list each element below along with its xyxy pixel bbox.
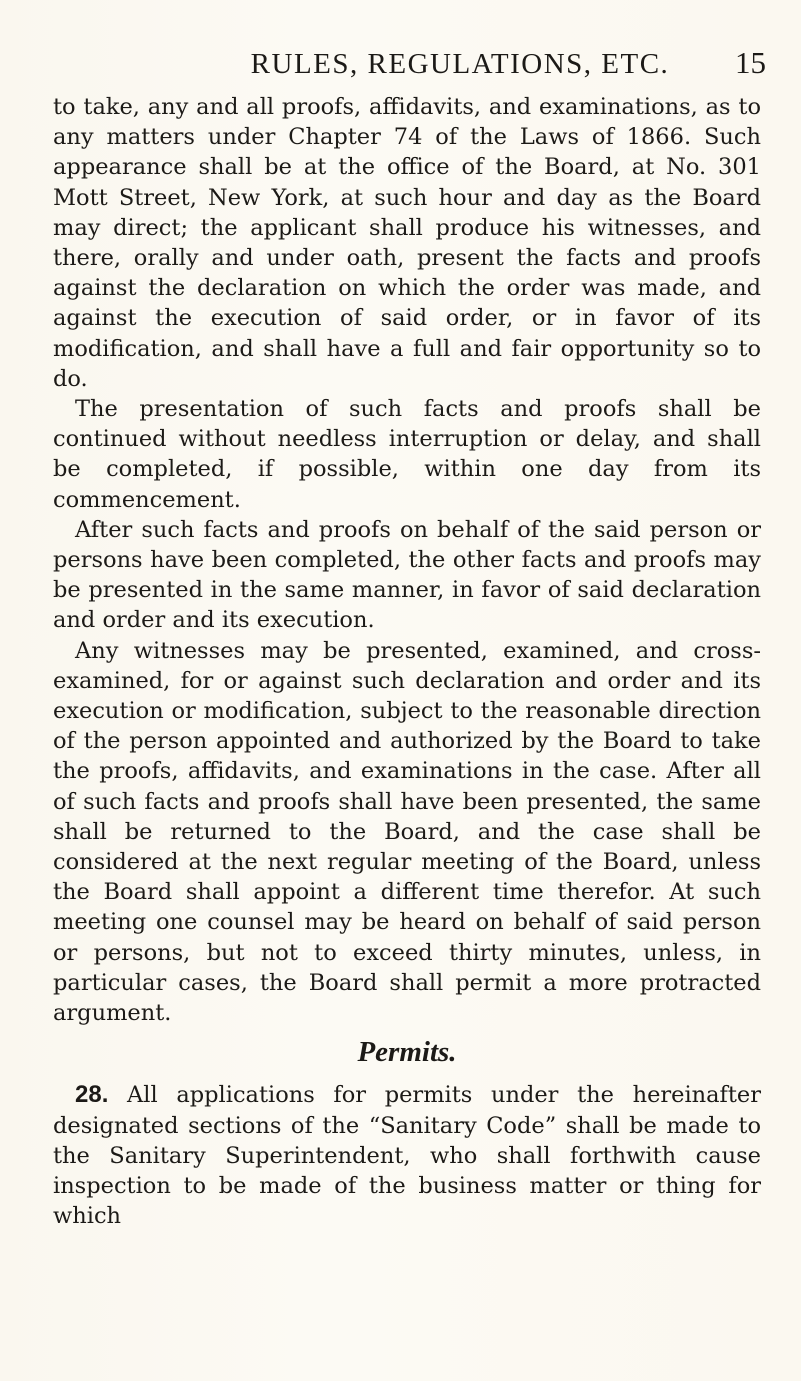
paragraph-continuation: to take, any and all proofs, affidavits, and examinations, as to any matters under Chapter 74 of the Laws of 1866. Such appearance shall be at the office of the Board, at No. 301 Mott Street, New York, at such hour and day as the Board may direct; the applicant shall produce his witnesses, and there, orally and under oath, present the facts and proofs against the declaration on which the order was made, and against the execution of said order, or in favor of its modification, and shall have a full and fair opportunity so to do. <box>53 94 761 392</box>
section-heading: Permits. <box>357 1036 457 1069</box>
section-text: All applications for permits under the hereinafter designated sections of the “Sanitary Code” shall be made to the Sanitary Superintendent, who shall forthwith cause inspection to be made of the business matter or thing for which <box>53 1082 761 1230</box>
page-number: 15 <box>735 45 766 80</box>
section-number: 28. <box>75 1081 109 1109</box>
paragraph: Any witnesses may be presented, examined, and cross-examined, for or against such declaration and order and its execution or modification, subject to the reasonable direction of the person appointed and authorized by the Board to take the proofs, affidavits, and examinations in the case. After all of such facts and proofs shall have been presented, the same shall be returned to the Board, and the case shall be considered at the next regular meeting of the Board, unless the Board shall appoint a different time therefor. At such meeting one counsel may be heard on behalf of said person or persons, but not to exceed thirty minutes, unless, in particular cases, the Board shall permit a more protracted argument. <box>53 637 761 1027</box>
paragraph: The presentation of such facts and proofs shall be continued without needless interruption or delay, and shall be completed, if possible, within one day from its commencement. <box>53 396 761 513</box>
section-paragraph <box>53 1080 761 1231</box>
running-head: RULES, REGULATIONS, ETC. <box>250 48 670 80</box>
body-text <box>53 92 761 1231</box>
paragraph: After such facts and proofs on behalf of the said person or persons have been completed, the other facts and proofs may be presented in the same manner, in favor of said declaration and order and its execution. <box>53 516 761 634</box>
